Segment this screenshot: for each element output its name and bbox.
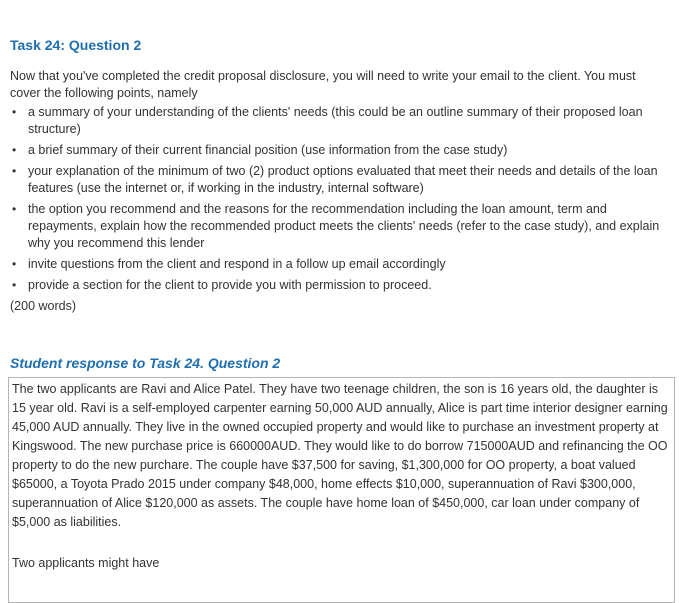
list-item — [10, 256, 660, 273]
word-limit: (200 words) — [10, 299, 76, 313]
point-text: provide a section for the client to provide you with permission to proceed. — [28, 278, 432, 292]
instructions-intro: Now that you've completed the credit proposal disclosure, you will need to write your email to the client. You must cover the following points, namely — [10, 69, 636, 100]
list-item — [10, 201, 660, 252]
response-followup: Two applicants might have — [12, 556, 160, 570]
bullet-icon: • — [12, 164, 17, 178]
point-text: your explanation of the minimum of two (2) product options evaluated that meet their needs and details of the loan features (use the internet or, if working in the industry, internal software) — [28, 164, 658, 195]
point-text: a brief summary of their current financial position (use information from the case study) — [28, 143, 508, 157]
response-body: The two applicants are Ravi and Alice Patel. They have two teenage children, the son is 16 years old, the daughter is 15 year old. Ravi is a self-employed carpenter earning 50,000 AUD annually, Alice is part time interior designer earning 45,000 AUD annually. They live in the owned occupied property and would like to purchase an investment property at Kingswood. The new purchase price is 660000AUD. They would like to do borrow 715000AUD and refinancing the OO property to do the new purchare. The couple have $37,500 for saving, $1,300,000 for OO property, a boat valued $65000, a Toyota Prado 2015 under company $48,000, home effects $10,000, superannuation of Ravi $300,000, superannuation of Alice $120,000 as assets. The couple have home loan of $450,000, car loan under company of $5,000 as liabilities. — [12, 382, 668, 529]
list-item — [10, 142, 660, 159]
instructions — [10, 68, 660, 315]
bullet-icon: • — [12, 202, 17, 216]
instruction-points — [10, 104, 660, 294]
list-item — [10, 163, 660, 197]
bullet-icon: • — [12, 143, 17, 157]
task-title: Task 24: Question 2 — [10, 37, 142, 53]
bullet-icon: • — [12, 278, 17, 292]
list-item — [10, 104, 660, 138]
bullet-icon: • — [12, 257, 17, 271]
list-item — [10, 277, 660, 294]
response-text-area[interactable] — [8, 377, 675, 603]
point-text: the option you recommend and the reasons for the recommendation including the loan amount, term and repayments, explain how the recommended product meets the clients' needs (refer to the case study), and explain why you recommend this lender — [28, 202, 660, 250]
response-title: Student response to Task 24. Question 2 — [10, 355, 281, 371]
point-text: a summary of your understanding of the clients' needs (this could be an outline summary of their proposed loan structure) — [28, 105, 643, 136]
bullet-icon: • — [12, 105, 17, 119]
point-text: invite questions from the client and respond in a follow up email accordingly — [28, 257, 446, 271]
